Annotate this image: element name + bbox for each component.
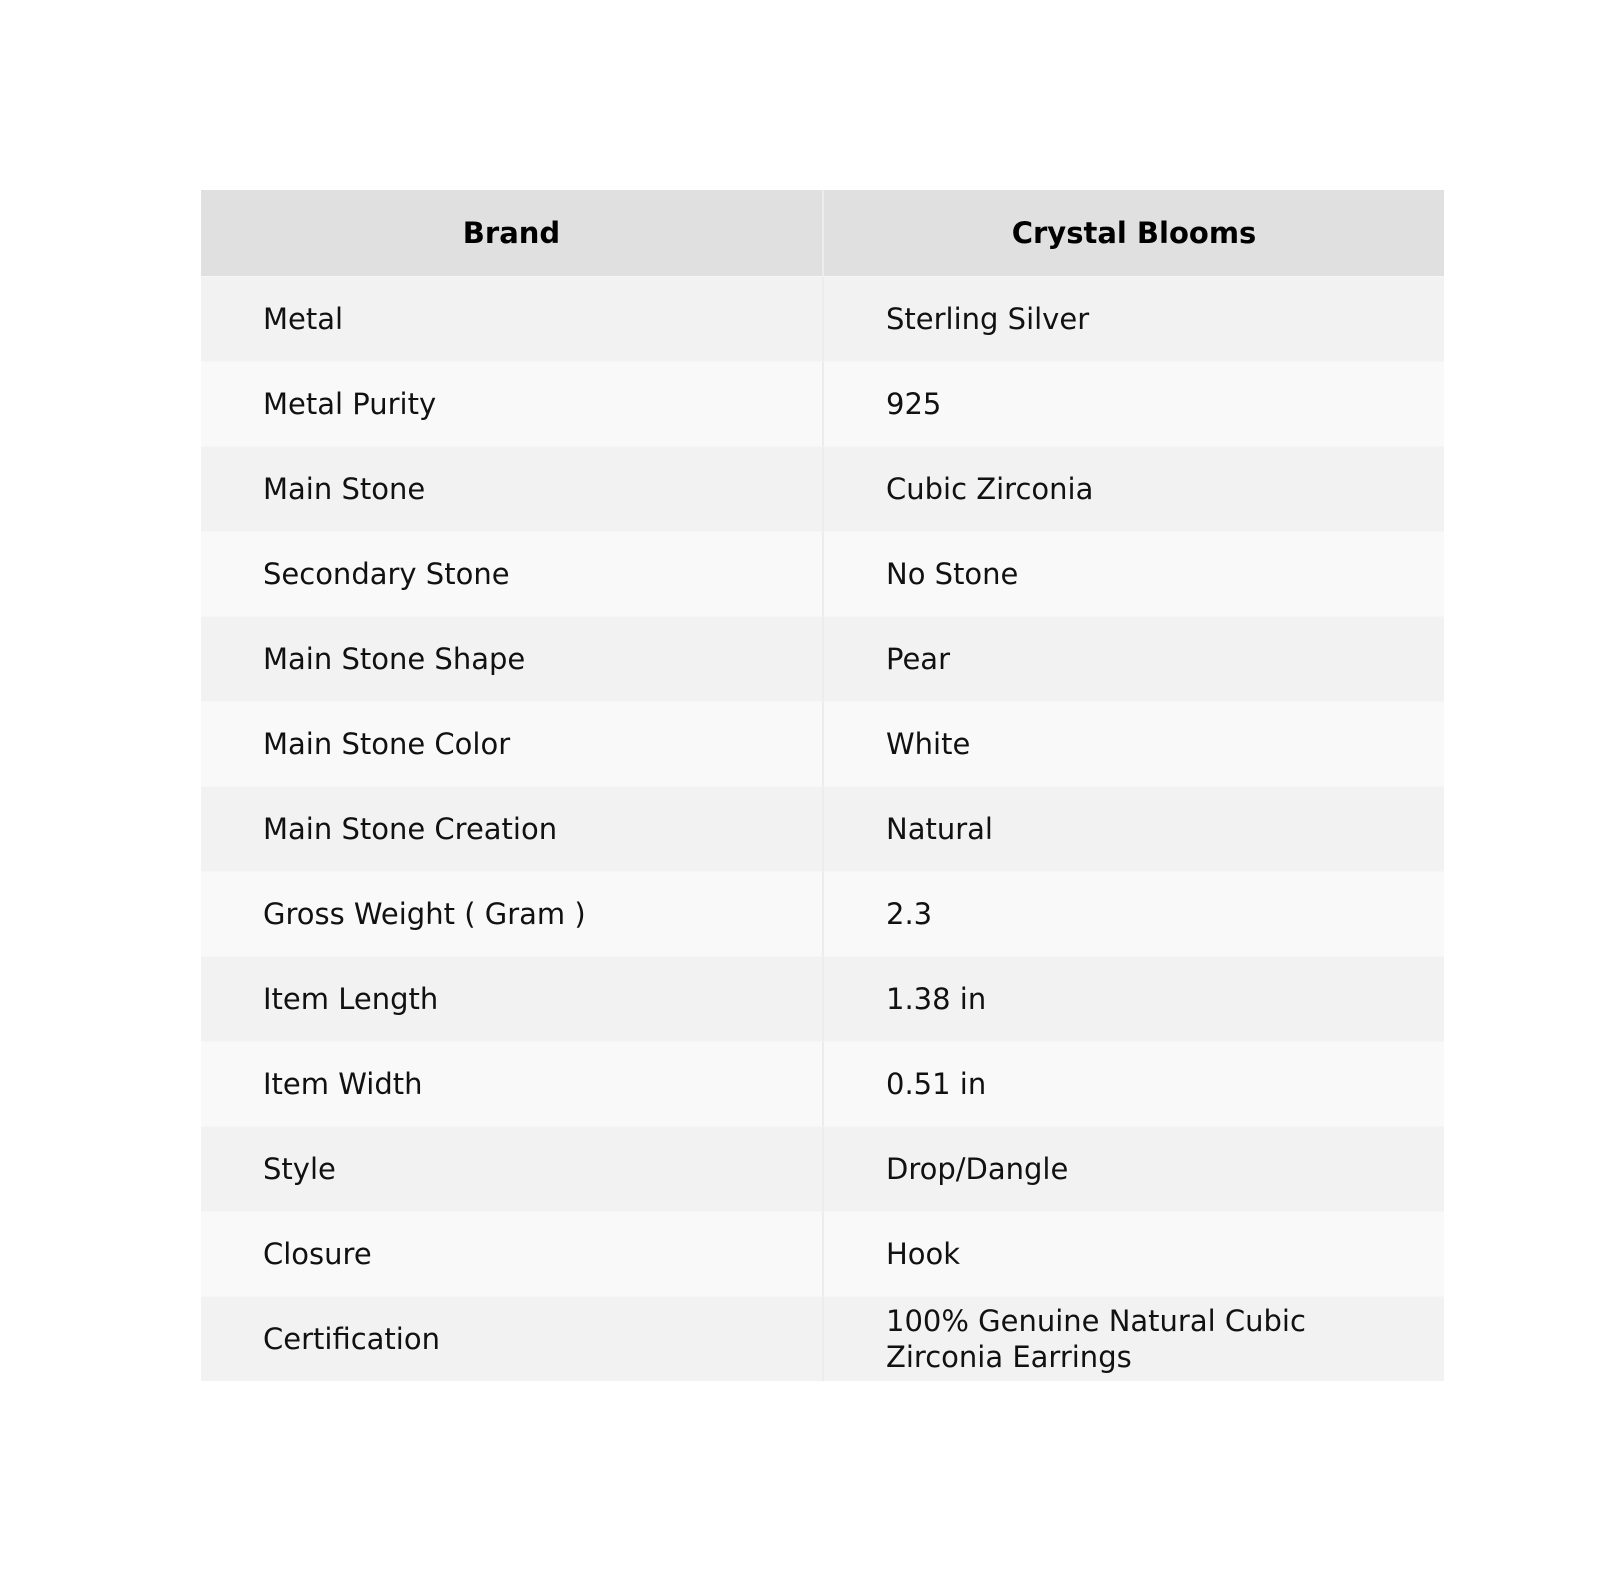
header-label-cell: Brand: [201, 190, 822, 276]
spec-label: Certification: [201, 1296, 822, 1381]
spec-label: Main Stone Shape: [201, 616, 822, 701]
spec-value: Hook: [822, 1211, 1444, 1296]
spec-label: Main Stone Creation: [201, 786, 822, 871]
table-row: [201, 531, 1444, 616]
spec-value: Sterling Silver: [822, 276, 1444, 361]
spec-value: 0.51 in: [822, 1041, 1444, 1126]
spec-value: Pear: [822, 616, 1444, 701]
table-row: [201, 701, 1444, 786]
spec-value: Natural: [822, 786, 1444, 871]
header-value-cell: Crystal Blooms: [822, 190, 1444, 276]
spec-label: Main Stone Color: [201, 701, 822, 786]
spec-value: 925: [822, 361, 1444, 446]
table-row: [201, 1041, 1444, 1126]
table-row: [201, 956, 1444, 1041]
spec-value: Drop/Dangle: [822, 1126, 1444, 1211]
spec-label: Item Length: [201, 956, 822, 1041]
table-row: [201, 1126, 1444, 1211]
spec-value: 2.3: [822, 871, 1444, 956]
table-row: [201, 1211, 1444, 1296]
spec-value: Cubic Zirconia: [822, 446, 1444, 531]
table-row: [201, 276, 1444, 361]
spec-label: Closure: [201, 1211, 822, 1296]
spec-label: Style: [201, 1126, 822, 1211]
table-row: [201, 1296, 1444, 1381]
spec-label: Main Stone: [201, 446, 822, 531]
table-header-row: [201, 190, 1444, 276]
spec-label: Metal Purity: [201, 361, 822, 446]
product-spec-table: [201, 190, 1444, 1381]
spec-label: Gross Weight ( Gram ): [201, 871, 822, 956]
spec-value: White: [822, 701, 1444, 786]
spec-value: 1.38 in: [822, 956, 1444, 1041]
spec-value: No Stone: [822, 531, 1444, 616]
spec-value: 100% Genuine Natural Cubic Zirconia Earrings: [822, 1296, 1444, 1381]
spec-label: Item Width: [201, 1041, 822, 1126]
spec-label: Secondary Stone: [201, 531, 822, 616]
table-row: [201, 616, 1444, 701]
table-row: [201, 871, 1444, 956]
table-row: [201, 361, 1444, 446]
table-row: [201, 446, 1444, 531]
spec-label: Metal: [201, 276, 822, 361]
table-row: [201, 786, 1444, 871]
